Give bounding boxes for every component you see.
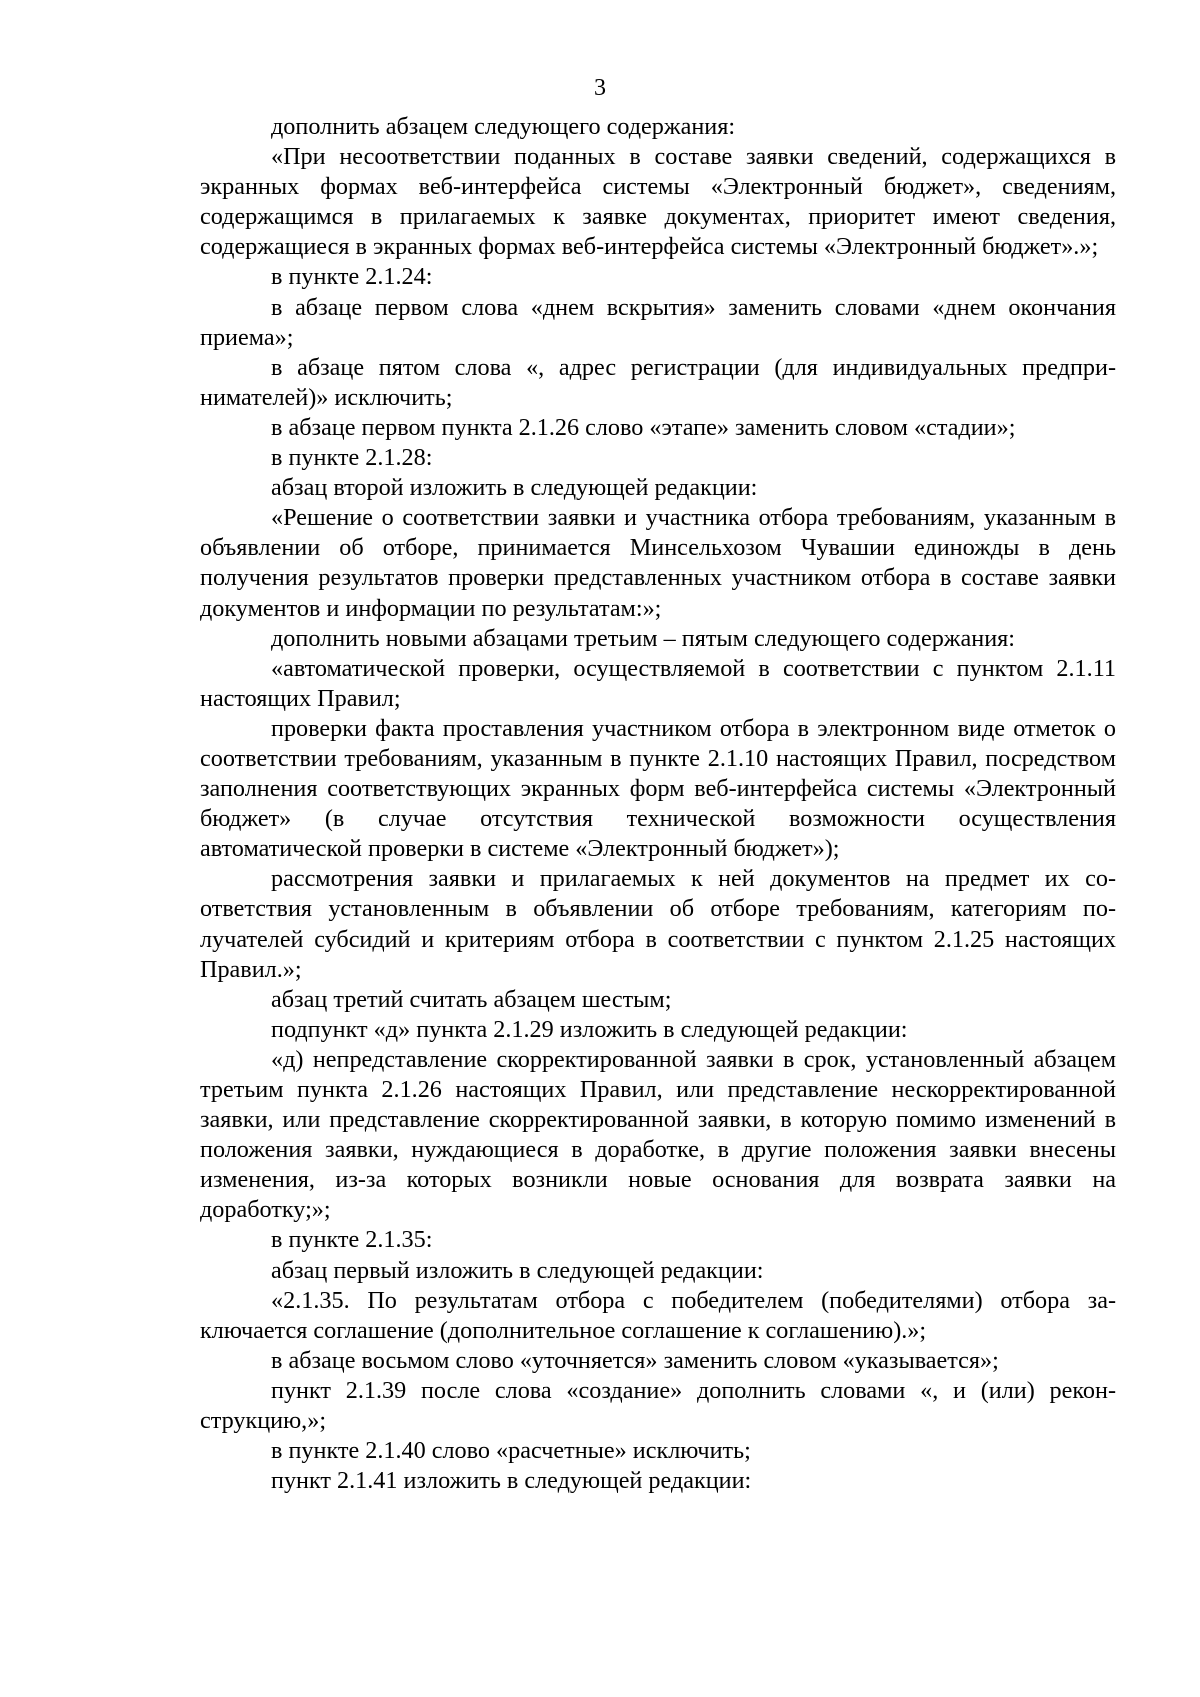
paragraph: проверки факта проставления участником отбора в электронном виде отметок о соответствии требованиям, указанным в пункте 2.1.10 настоящих Правил, посредством заполнения соответствующих экранных форм веб-интерфейса системы «Электронный бюджет» (в случае отсутствия технической возможности осуществления автоматической проверки в системе «Электронный бюджет»);: [200, 714, 1116, 863]
page-number: 3: [594, 75, 606, 101]
paragraph: абзац первый изложить в следующей редакции:: [271, 1256, 764, 1284]
paragraph: «При несоответствии поданных в составе заявки сведений, содержащихся в экранных формах веб-интерфейса системы «Электронный бюджет», сведениям, содержащимся в прилагаемых к заявке документах, приоритет имеют сведения, содержащиеся в экранных формах веб-интерфейса системы «Электронный бюджет».»;: [200, 143, 1116, 261]
paragraph: в пункте 2.1.28:: [271, 444, 433, 472]
paragraph: дополнить абзацем следующего содержания:: [271, 113, 736, 140]
paragraph: «автоматической проверки, осуществляемой в соответствии с пунктом 2.1.11 настоящих Правил;: [200, 654, 1116, 712]
paragraph: подпункт «д» пункта 2.1.29 изложить в следующей редакции:: [271, 1015, 908, 1043]
paragraph: в абзаце первом пункта 2.1.26 слово «этапе» заменить словом «стадии»;: [271, 413, 1016, 441]
paragraph: абзац второй изложить в следующей редакции:: [271, 474, 758, 502]
paragraph: рассмотрения заявки и прилагаемых к ней документов на предмет их соответствия установленным в объявлении об отборе требованиям, категориям получателей субсидий и критериям отбора в соответствии с пунктом 2.1.25 настоящих Правил.»;: [200, 865, 1116, 983]
paragraph: «2.1.35. По результатам отбора с победителем (победителями) отбора заключается соглашение (дополнительное соглашение к соглашению).»;: [200, 1286, 1116, 1344]
document-body: [200, 112, 1116, 1496]
paragraph: дополнить новыми абзацами третьим – пятым следующего содержания:: [271, 624, 1015, 652]
paragraph: в пункте 2.1.40 слово «расчетные» исключить;: [271, 1437, 751, 1465]
paragraph: пункт 2.1.41 изложить в следующей редакции:: [271, 1467, 752, 1495]
paragraph: пункт 2.1.39 после слова «создание» дополнить словами «, и (или) реконструкцию,»;: [200, 1376, 1116, 1435]
paragraph: «д) непредставление скорректированной заявки в срок, установленный абзацем третьим пункта 2.1.26 настоящих Правил, или представление нескорректированной заявки, или представление скорректированной заявки, в которую помимо изменений в положения заявки, нуждающиеся в доработке, в другие положения заявки внесены изменения, из-за которых возникли новые основания для возврата заявки на доработку;»;: [200, 1045, 1116, 1224]
paragraph: абзац третий считать абзацем шестым;: [271, 985, 672, 1013]
paragraph: «Решение о соответствии заявки и участника отбора требованиям, указанным в объявлении об отборе, принимается Минсельхозом Чувашии единожды в день получения результатов проверки представленных участником отбора в составе заявки документов и информации по результатам:»;: [200, 504, 1116, 622]
paragraph: в абзаце первом слова «днем вскрытия» заменить словами «днем окончания приема»;: [200, 293, 1116, 351]
paragraph: в пункте 2.1.35:: [271, 1226, 433, 1254]
paragraph: в абзаце восьмом слово «уточняется» заменить словом «указывается»;: [271, 1346, 999, 1374]
paragraph: в пункте 2.1.24:: [271, 263, 433, 291]
paragraph: в абзаце пятом слова «, адрес регистрации (для индивидуальных предпринимателей)» исключить;: [200, 353, 1116, 411]
